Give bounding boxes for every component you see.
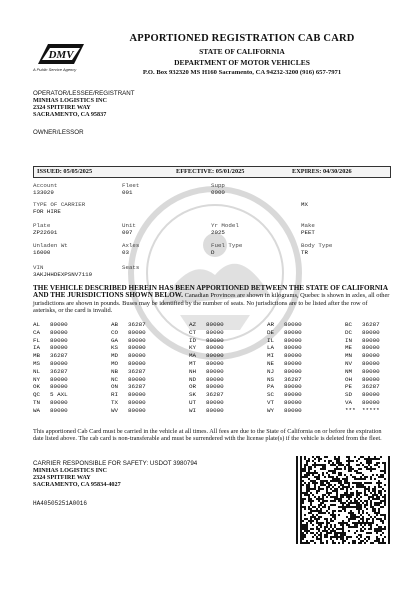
jurisdiction-weight: 36287 (128, 367, 146, 375)
jurisdiction-code: NV (345, 360, 353, 367)
jurisdiction-entry (189, 352, 224, 359)
axles-value: 03 (122, 249, 129, 256)
jurisdiction-entry (189, 407, 224, 414)
jurisdiction-entry (33, 391, 68, 398)
effective-date: EFFECTIVE: 05/01/2025 (176, 168, 245, 175)
registrant-label: OPERATOR/LESSEE/REGISTRANT (33, 90, 135, 97)
jurisdiction-code: NJ (267, 367, 275, 375)
jurisdiction-weight: 80000 (284, 383, 302, 391)
jurisdiction-code: CO (111, 328, 119, 336)
jurisdiction-entry (33, 376, 68, 383)
plate-label: Plate (33, 222, 51, 229)
jurisdiction-weight: 80000 (206, 406, 224, 414)
jurisdiction-entry (345, 383, 380, 390)
apportionment-notice-bold: THE VEHICLE DESCRIBED HEREIN HAS BEEN APPORTIONED BETWEEN THE STATE OF CALIFORNIA AND THE JURISDICTIONS SHOWN BELOW. (33, 284, 388, 300)
jurisdiction-entry (267, 360, 302, 367)
jurisdiction-code: WI (189, 406, 197, 414)
unit-value: 007 (122, 229, 133, 236)
jurisdiction-weight: 80000 (206, 375, 224, 383)
jurisdiction-code: NB (111, 367, 119, 375)
registrant-street: 2324 SPITFIRE WAY (33, 104, 91, 111)
jurisdiction-code: WA (33, 406, 41, 414)
expires-date: EXPIRES: 04/30/2026 (292, 168, 352, 175)
jurisdiction-weight: 36287 (128, 383, 146, 391)
jurisdiction-code: ME (345, 344, 353, 352)
jurisdiction-code: IA (33, 344, 41, 352)
make-value: PEET (301, 229, 315, 236)
jurisdiction-code: NM (345, 367, 353, 375)
jurisdiction-weight: 80000 (362, 352, 380, 360)
jurisdiction-entry (267, 383, 302, 390)
jurisdiction-code: NS (267, 375, 275, 383)
jurisdiction-code: PA (267, 383, 275, 391)
jurisdiction-weight: 80000 (128, 336, 146, 344)
fleet-label: Fleet (122, 182, 140, 189)
jurisdiction-weight: ***** (362, 406, 380, 414)
dmv-logo (36, 42, 86, 66)
jurisdiction-weight: 5 AXL (50, 391, 68, 399)
jurisdiction-entry (267, 344, 302, 351)
plate-value: ZP22601 (33, 229, 58, 236)
jurisdiction-weight: 80000 (284, 391, 302, 399)
seats-label: Seats (122, 264, 140, 271)
jurisdiction-code: SK (189, 391, 197, 399)
jurisdiction-weight: 80000 (128, 391, 146, 399)
jurisdiction-entry (189, 399, 224, 406)
apportionment-notice-rest: Canadian Provinces are shown in kilograms, Quebec is shown in axles, all other jurisdictions are shown in pounds. Buses may be identified by the number of seats. No jurisdictions are to be listed after the row of asterisks, or the card is invalid. (33, 292, 390, 314)
jurisdiction-entry (33, 337, 68, 344)
unladen-label: Unladen Wt (33, 242, 68, 249)
carrier-type-label: TYPE OF CARRIER (33, 201, 86, 208)
jurisdiction-weight: 80000 (128, 406, 146, 414)
safety-carrier-street: 2324 SPITFIRE WAY (33, 474, 91, 481)
fuel-value: D (211, 249, 215, 256)
jurisdiction-weight: 80000 (206, 328, 224, 336)
jurisdiction-code: VA (345, 399, 353, 406)
vin-label: VIN (33, 264, 44, 271)
jurisdiction-entry (111, 360, 146, 367)
jurisdiction-weight: 80000 (50, 328, 68, 336)
jurisdiction-entry (345, 329, 380, 336)
card-title: APPORTIONED REGISTRATION CAB CARD (129, 33, 355, 44)
jurisdiction-weight: 80000 (284, 360, 302, 367)
body-label: Body Type (301, 242, 333, 249)
jurisdiction-weight: 80000 (284, 321, 302, 328)
jurisdiction-weight: 80000 (362, 344, 380, 352)
carrier-type-value: FOR HIRE (33, 208, 61, 215)
jurisdiction-code: MI (267, 352, 275, 360)
jurisdiction-entry (111, 368, 146, 375)
jurisdiction-entry (189, 376, 224, 383)
jurisdiction-code: MA (189, 352, 197, 360)
registrant-city: SACRAMENTO, CA 95837 (33, 111, 107, 118)
jurisdiction-entry (33, 321, 68, 328)
jurisdiction-code: NE (267, 360, 275, 367)
jurisdiction-weight: 36287 (128, 321, 146, 328)
jurisdiction-code: AR (267, 321, 275, 328)
unit-label: Unit (122, 222, 136, 229)
jurisdiction-code: KY (189, 344, 197, 352)
jurisdiction-weight: 36287 (284, 375, 302, 383)
jurisdiction-code: AB (111, 321, 119, 328)
jurisdiction-weight: 80000 (128, 399, 146, 406)
jurisdiction-weight: 80000 (50, 399, 68, 406)
jurisdiction-code: DC (345, 328, 353, 336)
fuel-label: Fuel Type (211, 242, 243, 249)
jurisdiction-weight: 36287 (362, 383, 380, 391)
jurisdiction-code: CA (33, 328, 41, 336)
jurisdiction-weight: 80000 (128, 344, 146, 352)
jurisdiction-weight: 80000 (206, 321, 224, 328)
jurisdiction-entry (267, 352, 302, 359)
jurisdiction-code: WY (267, 406, 275, 414)
jurisdiction-entry (345, 391, 380, 398)
jurisdiction-code: MN (345, 352, 353, 360)
jurisdiction-code: *** (345, 406, 356, 414)
supp-label: Supp (211, 182, 225, 189)
base-jurisdiction: MX (301, 201, 308, 208)
jurisdiction-code: NY (33, 375, 41, 383)
supp-value: 0000 (211, 189, 225, 196)
registrant-name: MINHAS LOGISTICS INC (33, 97, 107, 104)
svg-text:DMV: DMV (48, 49, 74, 61)
jurisdiction-entry (267, 368, 302, 375)
jurisdiction-code: LA (267, 344, 275, 352)
jurisdiction-code: IN (345, 336, 353, 344)
jurisdiction-entry (345, 407, 380, 414)
fleet-value: 001 (122, 189, 133, 196)
safety-carrier-label: CARRIER RESPONSIBLE FOR SAFETY: USDOT 3980794 (33, 460, 198, 467)
jurisdiction-weight: 80000 (128, 328, 146, 336)
jurisdiction-entry (111, 399, 146, 406)
jurisdiction-entry (267, 391, 302, 398)
jurisdiction-entry (345, 399, 380, 406)
body-value: TR (301, 249, 308, 256)
jurisdiction-code: NC (111, 375, 119, 383)
issued-date: ISSUED: 05/05/2025 (37, 168, 93, 175)
make-label: Make (301, 222, 315, 229)
owner-label: OWNER/LESSOR (33, 129, 84, 136)
jurisdiction-entry (111, 383, 146, 390)
jurisdiction-entry (111, 321, 146, 328)
jurisdiction-entry (33, 344, 68, 351)
jurisdiction-weight: 80000 (206, 360, 224, 367)
jurisdiction-code: TN (33, 399, 41, 406)
department-address: P.O. Box 932320 MS H160 Sacramento, CA 94232-3200 (916) 657-7971 (142, 69, 342, 76)
jurisdiction-code: MO (111, 360, 119, 367)
jurisdiction-code: MD (111, 352, 119, 360)
jurisdiction-weight: 36287 (50, 352, 68, 360)
jurisdiction-code: NL (33, 367, 41, 375)
jurisdiction-weight: 80000 (284, 352, 302, 360)
jurisdiction-code: MS (33, 360, 41, 367)
pdf417-barcode (296, 456, 392, 544)
jurisdiction-entry (111, 352, 146, 359)
jurisdiction-entry (189, 360, 224, 367)
jurisdiction-entry (267, 321, 302, 328)
jurisdiction-entry (33, 368, 68, 375)
jurisdiction-weight: 80000 (206, 399, 224, 406)
jurisdiction-weight: 80000 (362, 399, 380, 406)
apportionment-notice (33, 285, 391, 314)
jurisdiction-weight: 36287 (50, 367, 68, 375)
jurisdiction-weight: 80000 (284, 406, 302, 414)
jurisdiction-code: CT (189, 328, 197, 336)
jurisdiction-code: PE (345, 383, 353, 391)
jurisdiction-weight: 80000 (50, 383, 68, 391)
jurisdiction-weight: 36287 (362, 321, 380, 328)
jurisdiction-entry (345, 321, 380, 328)
jurisdiction-weight: 80000 (284, 328, 302, 336)
jurisdiction-entry (111, 337, 146, 344)
jurisdiction-weight: 80000 (362, 336, 380, 344)
jurisdiction-code: FL (33, 336, 41, 344)
jurisdiction-code: OH (345, 375, 353, 383)
jurisdiction-code: RI (111, 391, 119, 399)
jurisdiction-code: VT (267, 399, 275, 406)
jurisdiction-code: TX (111, 399, 119, 406)
jurisdiction-entry (111, 391, 146, 398)
jurisdiction-entry (345, 352, 380, 359)
jurisdiction-code: AZ (189, 321, 197, 328)
jurisdiction-weight: 80000 (206, 383, 224, 391)
jurisdiction-entry (267, 407, 302, 414)
jurisdiction-entry (111, 329, 146, 336)
jurisdiction-code: ON (111, 383, 119, 391)
jurisdiction-code: SD (345, 391, 353, 399)
jurisdiction-entry (111, 344, 146, 351)
jurisdiction-code: QC (33, 391, 41, 399)
jurisdiction-entry (345, 368, 380, 375)
jurisdiction-entry (33, 383, 68, 390)
jurisdiction-entry (267, 337, 302, 344)
cab-card-carry-notice: This apportioned Cab Card must be carried in the vehicle at all times. All fees are due to the State of California on or before the expiration date listed above. The cab card is non-transferable and must be surrendered with the license plate(s) if the vehicle is deleted from the fleet. (33, 428, 382, 443)
jurisdiction-weight: 80000 (206, 367, 224, 375)
jurisdiction-code: KS (111, 344, 119, 352)
jurisdiction-code: MT (189, 360, 197, 367)
jurisdiction-entry (33, 407, 68, 414)
jurisdiction-entry (267, 376, 302, 383)
jurisdiction-weight: 80000 (284, 344, 302, 352)
jurisdiction-weight: 80000 (362, 391, 380, 399)
jurisdiction-weight: 80000 (284, 399, 302, 406)
jurisdiction-code: ND (189, 375, 197, 383)
jurisdiction-code: OR (189, 383, 197, 391)
jurisdiction-code: NH (189, 367, 197, 375)
jurisdiction-code: GA (111, 336, 119, 344)
vin-value: 3AKJHHDEXPSNV7119 (33, 271, 93, 278)
jurisdiction-entry (33, 360, 68, 367)
jurisdiction-weight: 80000 (128, 375, 146, 383)
jurisdiction-code: DE (267, 328, 275, 336)
jurisdiction-code: MB (33, 352, 41, 360)
jurisdiction-weight: 80000 (50, 321, 68, 328)
jurisdiction-entry (345, 344, 380, 351)
jurisdiction-entry (267, 329, 302, 336)
jurisdiction-code: IL (267, 336, 275, 344)
jurisdiction-entry (111, 407, 146, 414)
jurisdiction-weight: 80000 (206, 336, 224, 344)
control-number: HA40505251A0016 (33, 500, 88, 507)
jurisdiction-entry (189, 383, 224, 390)
jurisdiction-entry (189, 368, 224, 375)
logo-tagline: A Public Service Agency (33, 67, 77, 72)
jurisdiction-code: WV (111, 406, 119, 414)
jurisdiction-entry (189, 391, 224, 398)
jurisdiction-entry (189, 329, 224, 336)
jurisdiction-weight: 80000 (50, 360, 68, 367)
jurisdiction-entry (33, 329, 68, 336)
account-value: 133029 (33, 189, 54, 196)
jurisdiction-code: ID (189, 336, 197, 344)
account-label: Account (33, 182, 58, 189)
date-bar (33, 166, 391, 178)
department-name: DEPARTMENT OF MOTOR VEHICLES (174, 58, 310, 67)
unladen-value: 16000 (33, 249, 51, 256)
yr-model-label: Yr Model (211, 222, 239, 229)
state-name: STATE OF CALIFORNIA (199, 47, 285, 56)
jurisdiction-entry (345, 376, 380, 383)
jurisdiction-weight: 80000 (50, 344, 68, 352)
jurisdiction-code: UT (189, 399, 197, 406)
jurisdiction-code: SC (267, 391, 275, 399)
jurisdiction-weight: 80000 (362, 375, 380, 383)
jurisdiction-entry (345, 360, 380, 367)
jurisdiction-weight: 80000 (128, 352, 146, 360)
jurisdiction-entry (189, 344, 224, 351)
jurisdiction-code: BC (345, 321, 353, 328)
jurisdiction-weight: 36287 (206, 391, 224, 399)
jurisdiction-code: OK (33, 383, 41, 391)
jurisdiction-weight: 80000 (362, 367, 380, 375)
jurisdiction-entry (33, 352, 68, 359)
jurisdiction-entry (189, 337, 224, 344)
safety-carrier-city: SACRAMENTO, CA 95834-4027 (33, 481, 121, 488)
jurisdiction-entry (111, 376, 146, 383)
jurisdiction-entry (267, 399, 302, 406)
jurisdiction-weight: 80000 (362, 328, 380, 336)
jurisdiction-entry (33, 399, 68, 406)
jurisdiction-weight: 80000 (284, 367, 302, 375)
jurisdiction-weight: 80000 (284, 336, 302, 344)
jurisdiction-code: AL (33, 321, 41, 328)
jurisdiction-entry (189, 321, 224, 328)
jurisdiction-entry (345, 337, 380, 344)
yr-model-value: 2025 (211, 229, 225, 236)
jurisdiction-weight: 80000 (50, 375, 68, 383)
jurisdiction-weight: 80000 (50, 336, 68, 344)
jurisdiction-weight: 80000 (206, 352, 224, 360)
jurisdiction-weight: 80000 (206, 344, 224, 352)
safety-carrier-name: MINHAS LOGISTICS INC (33, 467, 107, 474)
axles-label: Axles (122, 242, 140, 249)
jurisdiction-weight: 80000 (50, 406, 68, 414)
jurisdiction-weight: 80000 (128, 360, 146, 367)
jurisdiction-weight: 80000 (362, 360, 380, 367)
